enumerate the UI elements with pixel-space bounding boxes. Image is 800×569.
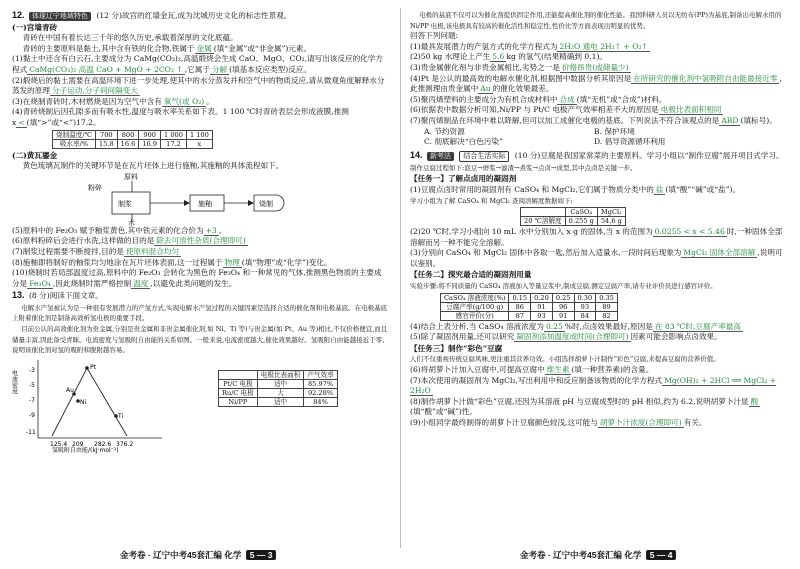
answer: 在 83 ℃时,豆腐产率最高 bbox=[654, 321, 741, 331]
process-flow-diagram bbox=[12, 172, 388, 226]
question-item: (8)施釉即将制好的釉浆均匀地涂在瓦片坯体表面,这一过程属于 物理 (填“物理”或“化学”)变化。 bbox=[12, 257, 332, 267]
question-item: (4)结合上表分析,当 CaSO₄ 溶液浓度为 0.25 %时,点卤效果最好,原因是 在 83 ℃时,豆腐产率最高 bbox=[410, 321, 741, 331]
question-item: (2)煅烧后的黏土需要在高温环境下进一步处理,使其中的水分蒸发并和空气中的物质反应,请从微观角度解释水分蒸发的原理 分子运动,分子间间隔变大 bbox=[12, 75, 385, 96]
dosage-table: CaSO₄ 溶液浓度(%) 0.15 0.20 0.25 0.30 0.35 豆腐产率(g/100 g) 86 91 96 93 89 感官评价(分) 87 93 91 84 82 bbox=[440, 293, 618, 321]
section-heading: (一)宫墙青砖 bbox=[12, 22, 58, 32]
question-intro: (12 分)故宫的红墙金瓦,成为沈城历史文化的标志性景观。 bbox=[96, 11, 292, 20]
answer: 物理 bbox=[224, 257, 240, 267]
options-list bbox=[424, 127, 786, 148]
answer: 分子运动,分子间间隔变大 bbox=[51, 86, 138, 96]
flow-glaze-label: 制浆 bbox=[118, 199, 132, 208]
answer: CaMg(CO₃)₂ 高温 CaO + MgO + 2CO₂ ↑ bbox=[29, 64, 183, 74]
option: A. 节约资源 bbox=[424, 126, 465, 136]
question-item: (5)除了凝固剂用量,还可以研究 凝固剂添加温度或时间(合理即可) 因素可能会影响点卤效果。 bbox=[410, 332, 722, 342]
chart-ytick: -5 bbox=[29, 381, 35, 389]
flow-fire-label: 烧制 bbox=[259, 199, 273, 208]
answer: 胡萝卜汁浓度(合理即可) bbox=[599, 418, 682, 427]
answer: 金属 bbox=[196, 43, 212, 53]
question-intro: (8 分)阅读下面文章。 bbox=[28, 291, 103, 301]
answer: 合成 bbox=[559, 94, 575, 104]
question-item: (2)50 kg 水理论上产生 5.6 kg 的氢气(结果精确到 0.1)。 bbox=[410, 52, 607, 62]
question-item: (4)青砖烧制后因孔隙多而有吸水性,温度与吸水率关系如下表。1 100 ℃时青砖表层会形成液膜,推测 x < (填“>”或“<”)17.2。 bbox=[12, 107, 349, 127]
svg-text:Pt: Pt bbox=[90, 363, 96, 371]
answer: ABD bbox=[721, 115, 739, 125]
svg-text:Au: Au bbox=[66, 386, 74, 394]
question-number: 12. bbox=[12, 10, 25, 20]
question-item: (9)小组同学最终制得的胡萝卜汁豆腐颜色较浅,这可能与 胡萝卜汁浓度(合理即可) 有关。 bbox=[410, 418, 707, 427]
question-intro: (10 分)豆腐是我国家常菜的主要原料。学习小组以“制作豆腐”展开项目式学习。 bbox=[514, 150, 784, 160]
question-item: (4)Pt 是公认的最高效的电解水催化剂,根据图中数据分析其原因是 在所研究的催化剂中氢吸附自由能最接近零 ,此推测理由贵金属中 Au 的催化效果最差。 bbox=[410, 73, 782, 94]
answer: < bbox=[18, 117, 25, 127]
lead-text: 回答下列问题: bbox=[410, 31, 459, 41]
question-item: (2)20 ℃时,学习小组向 10 mL 水中分别加入 x g 的固体,当 x 的范围为 0.0255 < x < 5.46 时,一种固体全部溶解而另一种不能完全溶解。 bbox=[410, 227, 783, 247]
region-tag: 体现辽宁地域特色 bbox=[29, 12, 91, 21]
question-item: (5)聚丙烯塑料的主要成分为有机合成材料中 合成 (填“无机”或“合成”)材料。 bbox=[410, 94, 667, 104]
page-number: 5 — 3 bbox=[246, 550, 277, 560]
answer: 氧气(或 O₂) bbox=[163, 96, 205, 106]
column-divider bbox=[400, 8, 401, 548]
paragraph: 实验步骤:将不同质量的 CaSO₄ 溶液加入等量豆浆中,制成豆腐,测定豆腐产率,请专业评价员进行感官评价。 bbox=[410, 282, 717, 291]
chart-ytick: -11 bbox=[26, 428, 36, 436]
flow-powder-label: 粉碎 bbox=[88, 183, 102, 192]
answer: 0.0255 < x < 5.46 bbox=[654, 227, 725, 237]
paragraph: 青砖的主要原料是黏土,其中含有铁的化合物,铁属于 金属 (填“金属”或“非金属”)元素。 bbox=[22, 43, 312, 53]
paragraph: 学习小组为了解 CaSO₄ 和 MgCl₂ 查阅溶解度数据如下: bbox=[410, 196, 573, 205]
chart-xtick: 376.2 bbox=[116, 440, 134, 448]
article-paragraph: 电解水产氢被认为是一种很有发展潜力的产氢方式,实现电解水产氢过程的关键因素是选择合适的催化剂和电极基底。在电极基底上附着催化剂是制备高效析氢电极的重要手段。 bbox=[12, 303, 388, 323]
flow-raw-label: 原料 bbox=[124, 172, 138, 181]
question-item: (3)贵金属催化剂与非贵金属相比,劣势之一是 价格昂贵(或储量少) bbox=[410, 62, 629, 72]
footer-left: 金考卷 · 辽宁中考45套汇编 化学 5 — 3 bbox=[120, 549, 278, 561]
page-number: 5 — 4 bbox=[646, 550, 677, 560]
answer: 维生素 bbox=[546, 365, 570, 375]
answer: 5.6 bbox=[492, 52, 505, 62]
question-item: (7)制浆过程需要不断搅拌,目的是 使原料混合均匀 bbox=[12, 246, 180, 256]
option: B. 保护环境 bbox=[594, 126, 635, 136]
chart-xtick: 125.4 bbox=[50, 440, 68, 448]
question-item: (5)原料中的 Fe₂O₃ 赋予釉浆黄色,其中铁元素的化合价为 +3 。 bbox=[12, 225, 227, 235]
svg-text:Ni: Ni bbox=[80, 398, 87, 406]
solubility-table: CaSO₄ MgCl₂ 20 ℃溶解度 0.255 g 54.6 g bbox=[520, 207, 626, 226]
answer: 使原料混合均匀 bbox=[125, 246, 180, 256]
answer: 0.25 bbox=[545, 321, 563, 331]
answer: Fe₃O₄ bbox=[29, 278, 51, 288]
answer: 电极比表面积相同 bbox=[660, 105, 722, 115]
chart-ytick: -3 bbox=[29, 366, 35, 374]
chart-volcano-line bbox=[52, 368, 127, 436]
answer: 酸 bbox=[750, 396, 759, 406]
question-item: (1)最具发展潜力的产氢方式的化学方程式为 2H₂O 通电 2H₂↑ + O₂↑ bbox=[410, 41, 648, 51]
answer: Mg(OH)₂ + 2HCl ══ MgCl₂ + 2H₂O bbox=[410, 375, 777, 396]
question-number: 14. bbox=[410, 149, 423, 160]
question-item: (1)黏土中还含有白云石,主要成分为 CaMg(CO₃)₂,高温煅烧会生成 CaO、MgO、CO₂,请写出该反应的化学方程式 CaMg(CO₃)₂ 高温 CaO + MgO + 2CO₂ ↑ ,它属于 分解 (填基本反应类型)反应。 bbox=[12, 54, 383, 74]
answer: 在所研究的催化剂中氢吸附自由能最接近零 bbox=[633, 73, 778, 83]
question-item: (3)在烧制青砖时,木材燃烧是因为空气中含有 氧气(或 O₂) 。 bbox=[12, 96, 214, 106]
task-heading: 【任务一】了解点卤用的凝固剂 bbox=[410, 174, 517, 184]
question-item: (6)依据表中数据分析可知,Ni/PP 与 Pt/C 电极产气效率相差不大的原因是 电极比表面积相同 bbox=[410, 105, 722, 115]
chart-xlabel: 氢吸附自由能/(kJ·mol⁻¹) bbox=[52, 446, 119, 454]
footer-right: 金考卷 · 辽宁中考45套汇编 化学 5 — 4 bbox=[520, 549, 678, 561]
paragraph: 黄色琉璃瓦制作的关键环节是在瓦片坯体上进行施釉,其施釉的具体流程如下。 bbox=[22, 161, 284, 171]
option: D. 倡导资源循环利用 bbox=[594, 137, 666, 147]
figure-area bbox=[12, 356, 388, 452]
task-heading: 【任务三】制作“彩色”豆腐 bbox=[410, 343, 503, 353]
article-paragraph: 目前公认的高效催化剂为贵金属,分别是贵金属和非贵金属催化剂,如 Ni、Ti 等)与贵金属(如 Pt、Au 等)相比,不仅价格便宜,而且储量丰富,因此备受青睐。电流密度与氢吸附自由能的关系如图。一般来说,电流密度越大,催化效果越好。氢吸附自由能越接近于零,说明该催化剂对氢的吸附和脱附越容易。 bbox=[12, 325, 388, 355]
flow-apply-label: 施釉 bbox=[198, 199, 212, 208]
answer: 凝固剂添加温度或时间(合理即可) bbox=[516, 332, 629, 342]
temperature-table: 烧制温度/℃ 700 800 900 1 000 1 100 吸水率/% 15.8 16.6 16.9 17.2 x bbox=[52, 130, 213, 149]
new-method-tag: 新考法 bbox=[427, 152, 454, 161]
answer: Au bbox=[480, 84, 491, 94]
paragraph: 人们不仅重视传统豆腐风味,更注重其营养功效。小组选择胡萝卜汁制作“彩色”豆腐,来提高豆腐的营养价值。 bbox=[410, 355, 720, 364]
chart-xtick: 282.6 bbox=[94, 440, 112, 448]
chart-ytick: -9 bbox=[29, 411, 35, 419]
chart-ylabel: 电流密度 bbox=[10, 369, 18, 394]
answer: 2H₂O 通电 2H₂↑ + O₂↑ bbox=[559, 41, 648, 51]
question-number: 13. bbox=[12, 290, 25, 301]
chart-xtick: 209 bbox=[72, 440, 84, 448]
flow-water-label: 水 bbox=[128, 218, 135, 227]
task-heading: 【任务二】探究最合适的凝固剂用量 bbox=[410, 270, 532, 280]
right-column bbox=[410, 10, 786, 429]
life-tag: 结合生活实际 bbox=[459, 151, 509, 162]
section-heading: (二)黄瓦鎏金 bbox=[12, 150, 58, 160]
answer: MgCl₂ 固体全部溶解 bbox=[683, 248, 756, 258]
article-paragraph: 电极的基底不仅可以为催化剂提供固定作用,还能提高催化剂的催化性能。我国科研人员以无纺布(PP)为基底,制备出电解水用的 Ni/PP 电极,该电极具有较高的催化活性和稳定性,性价比等方面表现出明显的优势。 bbox=[410, 11, 782, 30]
answer: 除去可溶性杂质(合理即可) bbox=[156, 236, 246, 246]
paragraph: 青砖在中国有着长达三千年的悠久历史,承载着深厚的文化底蕴。 bbox=[22, 33, 238, 43]
question-item: (6)将胡萝卜汁加入豆腐中,可提高豆腐中 维生素 (填一种营养素)的含量。 bbox=[410, 365, 654, 375]
answer: 分解 bbox=[211, 64, 228, 74]
current-density-chart bbox=[12, 356, 212, 452]
question-item: (7)本次使用的凝固剂为 MgCl₂,写出利用中和反应制备该物质的化学方程式 Mg(OH)₂ + 2HCl ══ MgCl₂ + 2H₂O bbox=[410, 375, 777, 396]
left-column bbox=[12, 10, 388, 452]
question-item: (1)豆腐点卤时常用的凝固剂有 CaSO₄ 和 MgCl₂,它们属于物质分类中的 盐 (填“酸”“碱”或“盐”)。 bbox=[410, 184, 741, 194]
question-item: (7)聚丙烯制品在环境中难以降解,但可以加工成催化电极的基底。下列说法不符合该观点的是 ABD (填标号)。 bbox=[410, 115, 777, 125]
point-pt bbox=[85, 366, 89, 370]
answer: +3 bbox=[205, 225, 217, 235]
question-item: (6)原料粉碎后会进行水洗,这样做的目的是 除去可溶性杂质(合理即可) bbox=[12, 236, 246, 246]
chart-ytick: -7 bbox=[29, 396, 35, 404]
answer: 价格昂贵(或储量少) bbox=[561, 62, 629, 72]
option: C. 彻底解决“白色污染” bbox=[424, 137, 503, 147]
electrode-table: 电极比表面积 产气效率 Pt/C 电极 适中 85.97% Ru/C 电极 大 92.28% Ni/PP 适中 84% bbox=[218, 370, 338, 407]
flow-text: 制作豆腐过程如下:泡豆→磨浆→滤渣→煮浆→点卤→成型,其中点卤是关键一步。 bbox=[410, 163, 637, 172]
answer: 温度 bbox=[133, 278, 149, 288]
question-item: (8)制作胡萝卜汁做“彩色”豆腐,还因为其溶液 pH 与豆腐成型时的 pH 相似,约为 6.2,说明胡萝卜汁显 酸(填“酸”或“碱”)性。 bbox=[410, 396, 759, 417]
question-item: (3)分别向 CaSO₄ 和 MgCl₂ 固体中各取一匙,然后加入适量水,一段时间后现象为 MgCl₂ 固体全部溶解 ,说明可以鉴别。 bbox=[410, 248, 783, 268]
svg-text:Ti: Ti bbox=[118, 412, 124, 420]
answer: 盐 bbox=[655, 184, 664, 194]
question-item: (10)烧制时若局部温度过高,原料中的 Fe₂O₃ 会转化为黑色的 Fe₃O₄ 和一种常见的气体,推测黑色物质的主要成分是 Fe₃O₄ ,因此烧制时需严格控制 温度 ,以避免此类问题的发生。 bbox=[12, 268, 382, 288]
